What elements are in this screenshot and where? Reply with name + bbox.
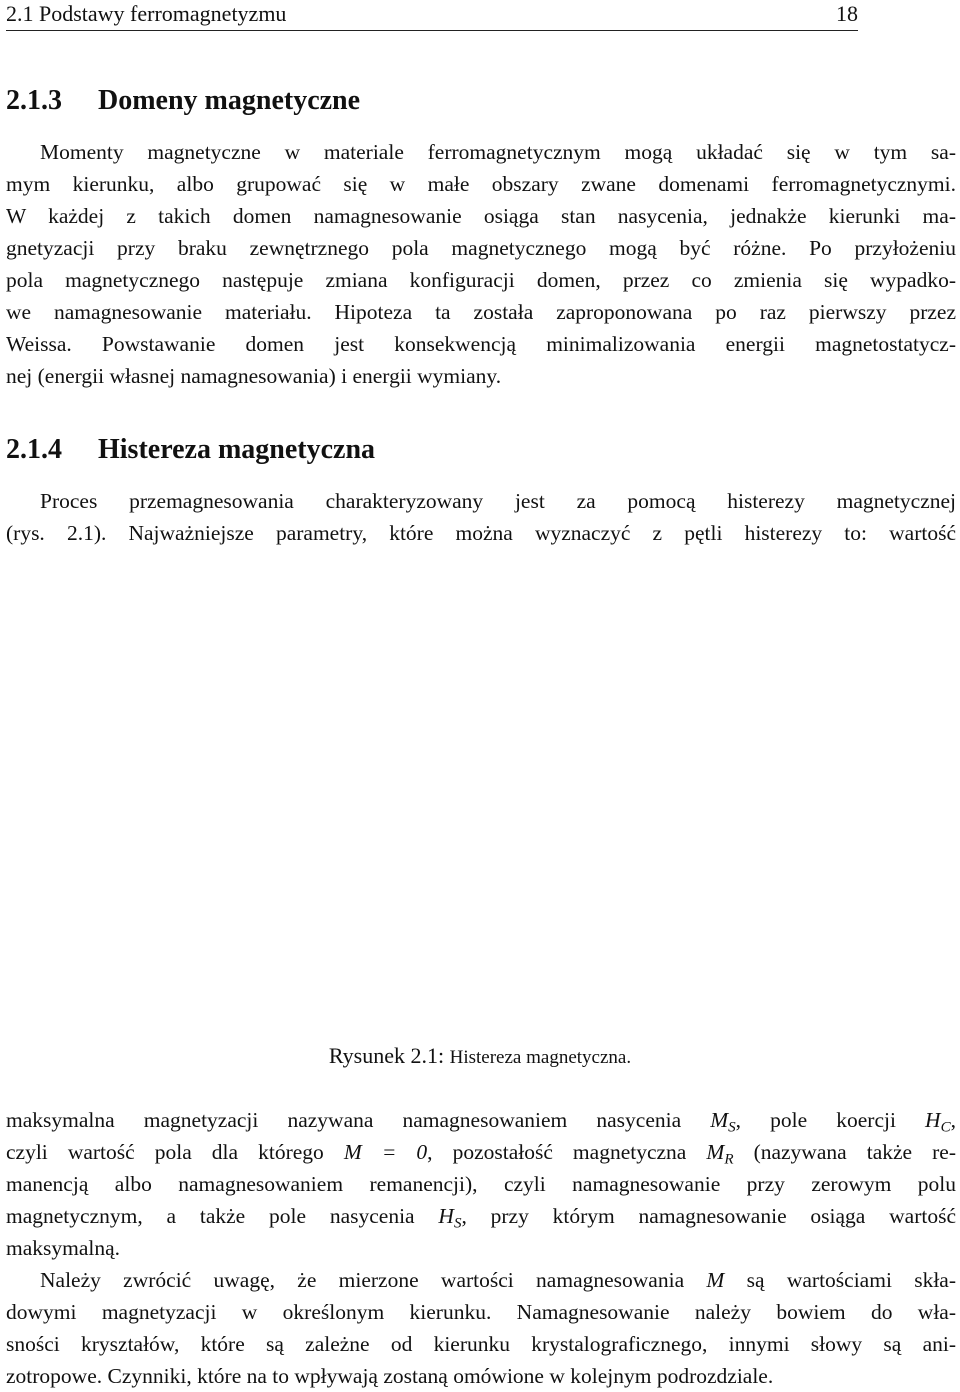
section-title: Histereza magnetyczna [98, 434, 376, 465]
paragraph-parameters [6, 1104, 956, 1264]
paragraph-hysteresis [6, 485, 956, 549]
text-line: magnetycznym, a także pole nasycenia $H_S$, przy którym namagnesowanie osiąga wartość [6, 1204, 957, 1232]
running-header-section: 2.1 Podstawy ferromagnetyzmu [6, 1, 287, 26]
section-number: 2.1.3 [6, 85, 62, 116]
section-heading-hysteresis [6, 433, 375, 467]
paragraph-domains [6, 136, 956, 392]
text-line: Proces przemagnesowania charakteryzowany jest za pomocą histerezy magnetycznej [40, 489, 956, 513]
running-header [6, 0, 858, 31]
text-line: zotropowe. Czynniki, które na to wpływają zostaną omówione w kolejnym podrozdziale. [6, 1364, 774, 1388]
paragraph-anisotropy [6, 1264, 956, 1392]
section-heading-domains [6, 84, 360, 118]
text-line: Momenty magnetyczne w materiale ferromagnetycznym mogą układać się w tym sa- [40, 140, 956, 164]
math-m: M [706, 1268, 725, 1292]
math-ms: $M_S$ [710, 1108, 736, 1136]
page-number: 18 [836, 1, 858, 26]
text-line: gnetyzacji przy braku zewnętrznego pola magnetycznego mogą być różne. Po przyłożeniu [6, 236, 956, 260]
text-line: czyli wartość pola dla którego M = 0, pozostałość magnetyczna $M_R$ (nazywana także re- [6, 1140, 956, 1168]
math-hc: $H_C$ [925, 1108, 951, 1136]
text-line: pola magnetycznego następuje zmiana konfiguracji domen, przez co zmienia się wypadko- [6, 268, 956, 292]
text-line: manencją albo namagnesowaniem remanencji), czyli namagnesowanie przy zerowym polu [6, 1172, 956, 1196]
figure-caption [0, 1040, 960, 1074]
text-line: W każdej z takich domen namagnesowanie osiąga stan nasycenia, jednakże kierunki ma- [6, 204, 956, 228]
text-line: maksymalna magnetyzacji nazywana namagnesowaniem nasycenia $M_S$, pole koercji $H_C$, [6, 1108, 956, 1136]
text-line: Weissa. Powstawanie domen jest konsekwencją minimalizowania energii magnetostatycz- [6, 332, 956, 356]
math-hs: $H_S$ [438, 1204, 462, 1232]
text-line: maksymalną. [6, 1236, 121, 1260]
text-line: sności kryształów, które są zależne od kierunku krystalograficznego, innymi słowy są ani- [6, 1332, 956, 1356]
figure-caption-label: Rysunek 2.1: [328, 1043, 445, 1068]
text-line: we namagnesowanie materiału. Hipoteza ta została zaproponowana po raz pierwszy przez [6, 300, 956, 324]
text-line: Należy zwrócić uwagę, że mierzone wartości namagnesowania M są wartościami skła- [40, 1268, 956, 1292]
text-line: dowymi magnetyzacji w określonym kierunku. Namagnesowanie należy bowiem do wła- [6, 1300, 956, 1324]
math-m-eq: M = 0 [343, 1140, 428, 1164]
figure-caption-text: Histereza magnetyczna. [449, 1047, 632, 1068]
section-number: 2.1.4 [6, 434, 62, 465]
section-title: Domeny magnetyczne [98, 85, 361, 116]
text-line: (rys. 2.1). Najważniejsze parametry, które można wyznaczyć z pętli histerezy to: wartość [6, 521, 956, 545]
math-mr: $M_R$ [706, 1140, 734, 1168]
text-line: nej (energii własnej namagnesowania) i energii wymiany. [6, 364, 502, 388]
text-line: mym kierunku, albo grupować się w małe obszary zwane domenami ferromagnetycznymi. [6, 172, 956, 196]
